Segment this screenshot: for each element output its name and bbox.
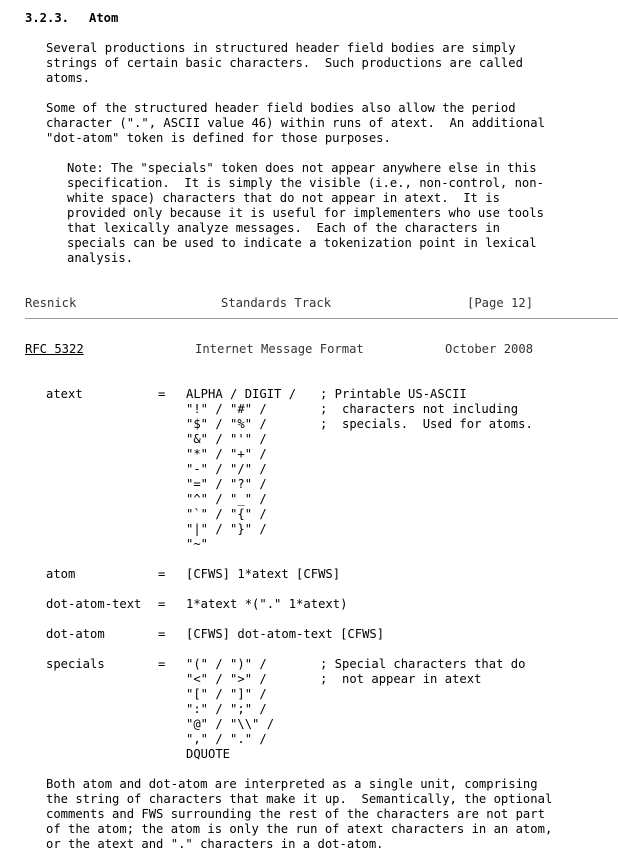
specials-alt-7: DQUOTE (186, 747, 231, 761)
atext-alt-5: "*" / "+" / (186, 447, 267, 461)
atext-alt-1: ALPHA / DIGIT / (186, 387, 297, 401)
atext-alt-7: "=" / "?" / (186, 477, 267, 491)
rule-name-dot-atom: dot-atom (46, 627, 105, 641)
closing-line-1: Both atom and dot-atom are interpreted as a single unit, comprising (46, 777, 538, 791)
paragraph-2-line-2: character (".", ASCII value 46) within runs of atext. An additional (46, 116, 545, 130)
note-line-1: Note: The "specials" token does not appear anywhere else in this (67, 161, 537, 175)
rule-eq-atom: = (158, 567, 166, 581)
note-line-4: provided only because it is useful for implementers who use tools (67, 206, 544, 220)
rule-eq-atext: = (158, 387, 166, 401)
section-title: Atom (89, 11, 119, 25)
rfc-link[interactable]: RFC 5322 (25, 342, 84, 356)
specials-alt-6: "," / "." / (186, 732, 267, 746)
atext-comment-1: ; Printable US-ASCII (320, 387, 467, 401)
closing-line-3: comments and FWS surrounding the rest of the characters are not part (46, 807, 545, 821)
rule-def-dot-atom-text: 1*atext *("." 1*atext) (186, 597, 348, 611)
paragraph-2-line-3: "dot-atom" token is defined for those purposes. (46, 131, 391, 145)
closing-line-2: the string of characters that make it up. Semantically, the optional (46, 792, 553, 806)
rule-name-atext: atext (46, 387, 83, 401)
closing-line-5: or the atext and "." characters in a dot-atom. (46, 837, 384, 851)
specials-alt-3: "[" / "]" / (186, 687, 267, 701)
paragraph-1-line-2: strings of certain basic characters. Such productions are called (46, 56, 523, 70)
rule-def-atom: [CFWS] 1*atext [CFWS] (186, 567, 341, 581)
header-date: October 2008 (445, 342, 534, 356)
specials-alt-4: ":" / ";" / (186, 702, 267, 716)
note-line-3: white space) characters that do not appear in atext. It is (67, 191, 500, 205)
paragraph-1-line-3: atoms. (46, 71, 91, 85)
specials-alt-5: "@" / "\\" / (186, 717, 275, 731)
atext-comment-3: ; specials. Used for atoms. (320, 417, 533, 431)
specials-alt-1: "(" / ")" / (186, 657, 267, 671)
footer-track: Standards Track (221, 296, 332, 310)
rule-eq-dot-atom-text: = (158, 597, 166, 611)
atext-alt-9: "`" / "{" / (186, 507, 267, 521)
paragraph-1-line-1: Several productions in structured header field bodies are simply (46, 41, 516, 55)
section-number: 3.2.3. (25, 11, 70, 25)
specials-comment-2: ; not appear in atext (320, 672, 482, 686)
footer-author: Resnick (25, 296, 77, 310)
rule-eq-dot-atom: = (158, 627, 166, 641)
header-title: Internet Message Format (195, 342, 364, 356)
atext-alt-6: "-" / "/" / (186, 462, 267, 476)
atext-alt-4: "&" / "'" / (186, 432, 267, 446)
note-line-7: analysis. (67, 251, 134, 265)
rule-name-dot-atom-text: dot-atom-text (46, 597, 142, 611)
atext-alt-2: "!" / "#" / (186, 402, 267, 416)
rule-name-specials: specials (46, 657, 105, 671)
rule-name-atom: atom (46, 567, 76, 581)
atext-alt-8: "^" / "_" / (186, 492, 267, 506)
note-line-6: specials can be used to indicate a tokenization point in lexical (67, 236, 537, 250)
specials-comment-1: ; Special characters that do (320, 657, 526, 671)
page-break-divider (25, 318, 618, 319)
rule-def-dot-atom: [CFWS] dot-atom-text [CFWS] (186, 627, 385, 641)
closing-line-4: of the atom; the atom is only the run of atext characters in an atom, (46, 822, 553, 836)
footer-page-number: [Page 12] (467, 296, 534, 310)
atext-alt-11: "~" (186, 537, 209, 551)
rule-eq-specials: = (158, 657, 166, 671)
atext-alt-3: "$" / "%" / (186, 417, 267, 431)
specials-alt-2: "<" / ">" / (186, 672, 267, 686)
note-line-2: specification. It is simply the visible (i.e., non-control, non- (67, 176, 544, 190)
atext-comment-2: ; characters not including (320, 402, 519, 416)
paragraph-2-line-1: Some of the structured header field bodies also allow the period (46, 101, 516, 115)
atext-alt-10: "|" / "}" / (186, 522, 267, 536)
note-line-5: that lexically analyze messages. Each of the characters in (67, 221, 500, 235)
